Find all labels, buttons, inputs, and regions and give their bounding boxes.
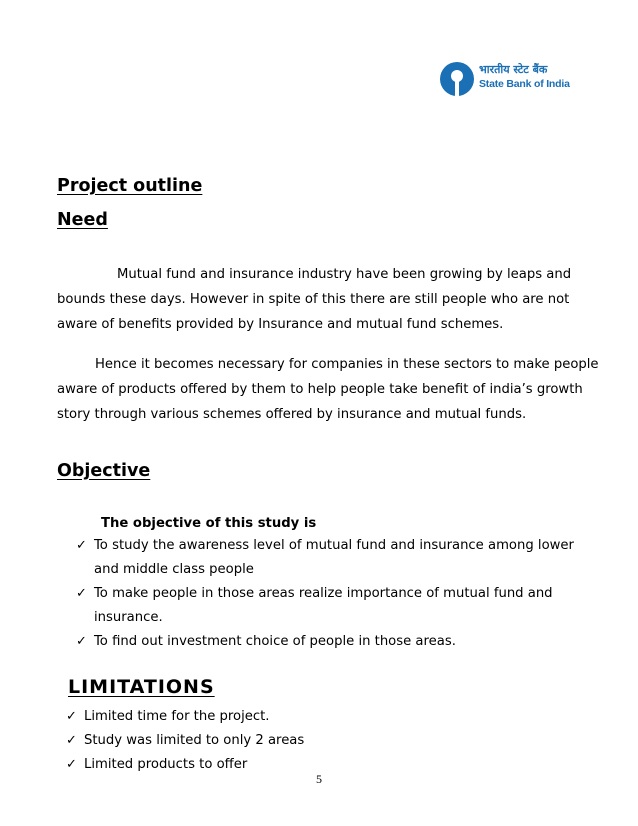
- limitations-list: [66, 705, 466, 777]
- logo-english-text: State Bank of India: [479, 78, 570, 90]
- checkmark-icon: ✓: [66, 733, 77, 748]
- list-item: ✓ To make people in those areas realize importance of mutual fund and insurance.: [76, 582, 596, 630]
- need-paragraph-2: Hence it becomes necessary for companies in these sectors to make people aware of products offered by them to help people take benefit of india’s growth story through various schemes offered by insurance and mutual funds.: [57, 357, 599, 422]
- list-item: ✓ Limited products to offer: [66, 753, 466, 777]
- list-item: ✓ Limited time for the project.: [66, 705, 466, 729]
- checkmark-icon: ✓: [76, 634, 87, 649]
- list-item: ✓ Study was limited to only 2 areas: [66, 729, 466, 753]
- sbi-logo: [440, 60, 570, 102]
- checkmark-icon: ✓: [66, 757, 77, 772]
- list-item: ✓ To find out investment choice of people in those areas.: [76, 630, 596, 654]
- objective-heading: Objective: [57, 461, 151, 481]
- objective-list: [76, 534, 596, 654]
- list-item: ✓ To study the awareness level of mutual fund and insurance among lower and middle class people: [76, 534, 596, 582]
- checkmark-icon: ✓: [76, 586, 87, 601]
- need-heading: Need: [57, 210, 108, 230]
- logo-hindi-text: भारतीय स्टेट बैंक: [479, 63, 548, 76]
- need-paragraph-1: Mutual fund and insurance industry have been growing by leaps and bounds these days. However in spite of this there are still people who are not aware of benefits provided by Insurance and mutual fund schemes.: [57, 267, 572, 332]
- checkmark-icon: ✓: [66, 709, 77, 724]
- project-outline-heading: Project outline: [57, 176, 203, 196]
- checkmark-icon: ✓: [76, 538, 87, 553]
- sbi-keyhole-icon: [440, 62, 474, 96]
- objective-intro: The objective of this study is: [101, 516, 317, 531]
- limitations-heading: LIMITATIONS: [68, 676, 215, 698]
- page-number: 5: [316, 772, 322, 786]
